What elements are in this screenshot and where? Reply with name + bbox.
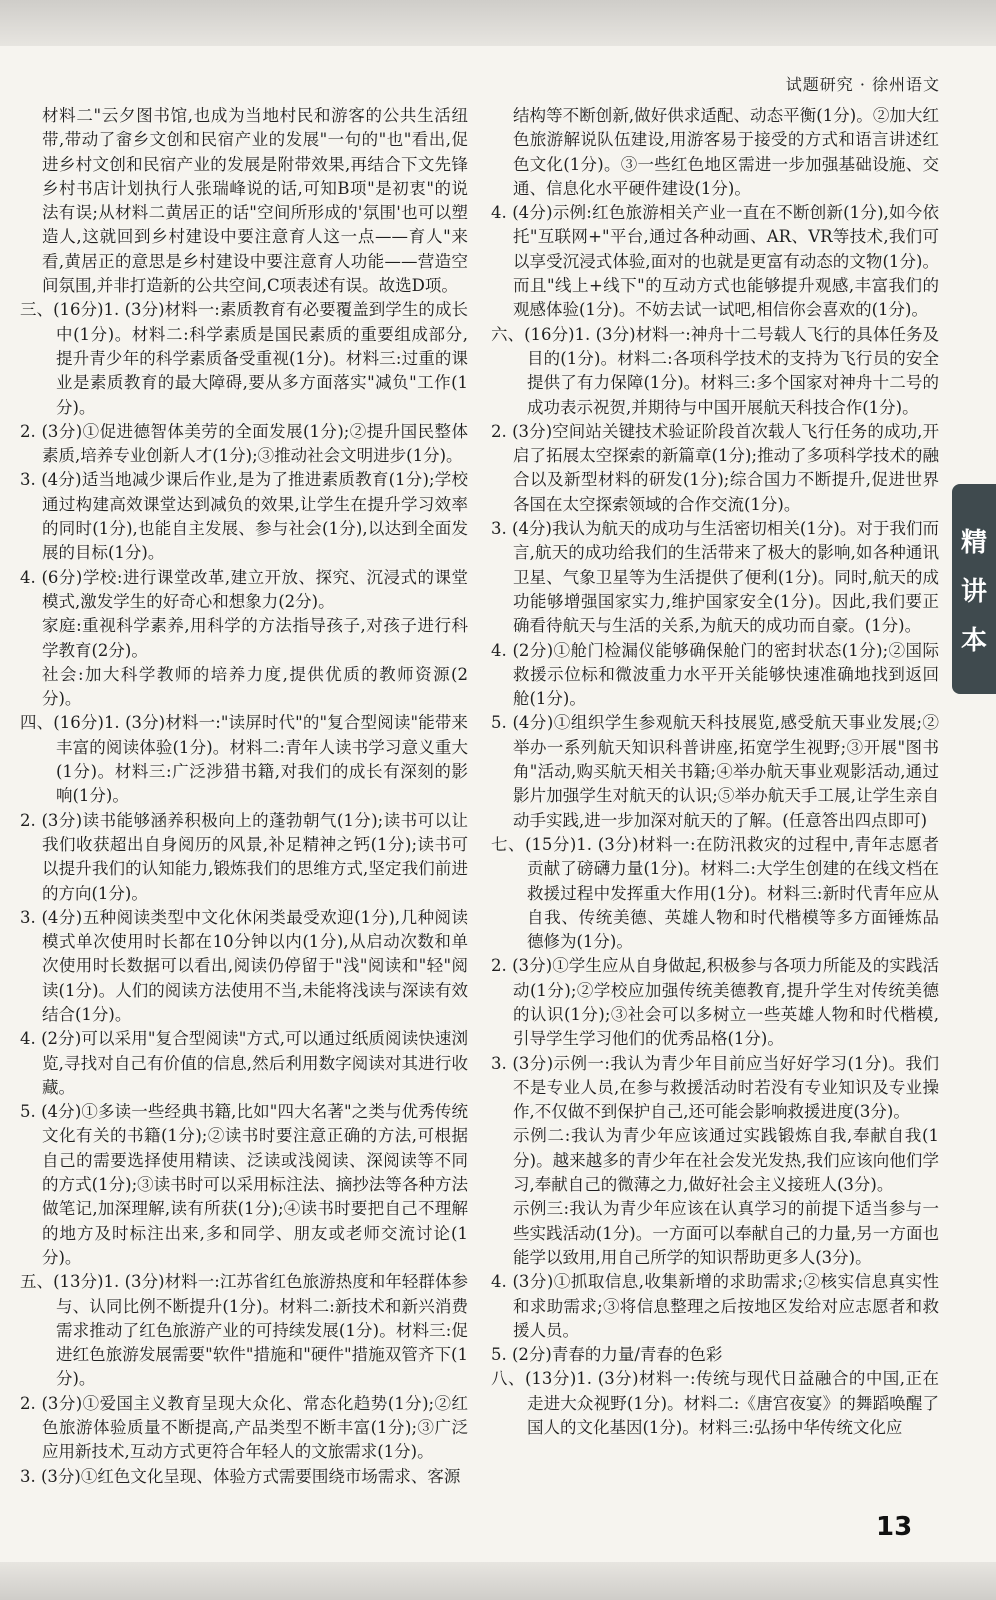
answer-item: 3. (4分)适当地减少课后作业,是为了推进素质教育(1分);学校通过构建高效课堂达到减负的效果,让学生在提升学习效率的同时(1分),也能自主发展、参与社会(1分),以达到全面发展的目标(1分)。 bbox=[20, 470, 468, 563]
answer-section: 六、(16分)1. (3分)材料一:神舟十二号载人飞行的具体任务及目的(1分)。材料二:各项科学技术的支持为飞行员的安全提供了有力保障(1分)。材料三:多个国家对神舟十二号的成功表示祝贺,并期待与中国开展航天科技合作(1分)。 bbox=[491, 324, 939, 417]
right-column bbox=[491, 104, 939, 1440]
side-tab-char: 本 bbox=[960, 625, 987, 656]
answer-item: 3. (3分)①红色文化呈现、体验方式需要围绕市场需求、客源 bbox=[20, 1466, 461, 1486]
answer-paragraph: 结构等不断创新,做好供求适配、动态平衡(1分)。②加大红色旅游解说队伍建设,用游客易于接受的方式和语言讲述红色文化(1分)。③一些红色地区需进一步加强基础设施、交通、信息化水平硬件建设(1分)。 bbox=[513, 106, 939, 198]
answer-paragraph: 示例三:我认为青少年应该在认真学习的前提下适当参与一些实践活动(1分)。一方面可以奉献自己的力量,另一方面也能学以致用,用自己所学的知识帮助更多人(3分)。 bbox=[513, 1199, 939, 1267]
side-tab bbox=[952, 484, 996, 694]
answer-item: 3. (4分)我认为航天的成功与生活密切相关(1分)。对于我们而言,航天的成功给我们的生活带来了极大的影响,如各种通讯卫星、气象卫星等为生活提供了便利(1分)。同时,航天的成功能够增强国家实力,维护国家安全(1分)。因此,我们要正确看待航天与生活的关系,为航天的成功而自豪。(1分)。 bbox=[491, 519, 939, 636]
answer-paragraph: 家庭:重视科学素养,用科学的方法指导孩子,对孩子进行科学教育(2分)。 bbox=[42, 616, 468, 660]
answer-item: 3. (3分)示例一:我认为青少年目前应当好好学习(1分)。我们不是专业人员,在参与救援活动时若没有专业知识及专业操作,不仅做不到保护自己,还可能会影响救援进度(3分)。 bbox=[491, 1053, 939, 1122]
answer-item: 5. (4分)①多读一些经典书籍,比如"四大名著"之类与优秀传统文化有关的书籍(1分);②读书时要注意正确的方法,可根据自己的需要选择使用精读、泛读或浅阅读、深阅读等不同的方式(1分);③读书时可以采用标注法、摘抄法等各种方法做笔记,加深理解,读有所获(1分);④读书时要把自己不理解的地方及时标注出来,多和同学、朋友或老师交流讨论(1分)。 bbox=[20, 1102, 468, 1267]
answer-item: 4. (6分)学校:进行课堂改革,建立开放、探究、沉浸式的课堂模式,激发学生的好奇心和想象力(2分)。 bbox=[20, 567, 468, 611]
answer-item: 4. (2分)①舱门检漏仪能够确保舱门的密封状态(1分);②国际救援示位标和微波重力水平开关能够快速准确地找到返回舱(1分)。 bbox=[491, 640, 939, 709]
answer-item: 2. (3分)空间站关键技术验证阶段首次载人飞行任务的成功,开启了拓展太空探索的新篇章(1分);推动了多项科学技术的融合以及新型材料的研发(1分);综合国力不断提升,促进世界各国在太空探索领域的合作交流(1分)。 bbox=[491, 421, 939, 514]
page-bottom-band bbox=[0, 1562, 996, 1600]
answer-item: 5. (4分)①组织学生参观航天科技展览,感受航天事业发展;②举办一系列航天知识科普讲座,拓宽学生视野;③开展"图书角"活动,购买航天相关书籍;④举办航天事业观影活动,通过影片加强学生对航天的认识;⑤举办航天手工展,让学生亲自动手实践,进一步加深对航天的了解。(任意答出四点即可) bbox=[491, 713, 939, 830]
answer-item: 2. (3分)①促进德智体美劳的全面发展(1分);②提升国民整体素质,培养专业创新人才(1分);③推动社会文明进步(1分)。 bbox=[20, 421, 468, 466]
answer-paragraph: 示例二:我认为青少年应该通过实践锻炼自我,奉献自我(1分)。越来越多的青少年在社会发光发热,我们应该向他们学习,奉献自己的微薄之力,做好社会主义接班人(3分)。 bbox=[513, 1126, 939, 1195]
answer-item: 2. (3分)①爱国主义教育呈现大众化、常态化趋势(1分);②红色旅游体验质量不断提高,产品类型不断丰富(1分);③广泛应用新技术,互动方式更符合年轻人的文旅需求(1分)。 bbox=[20, 1393, 468, 1462]
answer-item: 4. (4分)示例:红色旅游相关产业一直在不断创新(1分),如今依托"互联网+"平台,通过各种动画、AR、VR等技术,我们可以享受沉浸式体验,面对的也就是更富有动态的文物(1分)。而且"线上+线下"的互动方式也能够提升观感,丰富我们的观感体验(1分)。不妨去试一试吧,相信你会喜欢的(1分)。 bbox=[491, 203, 939, 320]
answer-item: 4. (3分)①抓取信息,收集新增的求助需求;②核实信息真实性和求助需求;③将信息整理之后按地区发给对应志愿者和救援人员。 bbox=[491, 1272, 939, 1340]
answer-paragraph: 社会:加大科学教师的培养力度,提供优质的教师资源(2分)。 bbox=[42, 664, 468, 709]
answer-section: 五、(13分)1. (3分)材料一:江苏省红色旅游热度和年轻群体参与、认同比例不断提升(1分)。材料二:新技术和新兴消费需求推动了红色旅游产业的可持续发展(1分)。材料三:促进红色旅游发展需要"软件"措施和"硬件"措施双管齐下(1分)。 bbox=[20, 1272, 468, 1389]
page-number: 13 bbox=[876, 1512, 913, 1542]
answer-item: 3. (4分)五种阅读类型中文化休闲类最受欢迎(1分),几种阅读模式单次使用时长都在10分钟以内(1分),从启动次数和单次使用时长数据可以看出,阅读仍停留于"浅"阅读和"轻"阅读(1分)。人们的阅读方法使用不当,未能将浅读与深读有效结合(1分)。 bbox=[20, 907, 468, 1024]
page-top-band bbox=[0, 0, 996, 46]
answer-section: 七、(15分)1. (3分)材料一:在防汛救灾的过程中,青年志愿者贡献了磅礴力量(1分)。材料二:大学生创建的在线文档在救援过程中发挥重大作用(1分)。材料三:新时代青年应从自我、传统美德、英雄人物和时代楷模等多方面锤炼品德修为(1分)。 bbox=[491, 834, 939, 952]
answer-section: 八、(13分)1. (3分)材料一:传统与现代日益融合的中国,正在走进大众视野(1分)。材料二:《唐宫夜宴》的舞蹈唤醒了国人的文化基因(1分)。材料三:弘扬中华传统文化应 bbox=[491, 1369, 939, 1438]
side-tab-char: 精 bbox=[960, 527, 987, 558]
answer-section: 四、(16分)1. (3分)材料一:"读屏时代"的"复合型阅读"能带来丰富的阅读体验(1分)。材料二:青年人读书学习意义重大(1分)。材料三:广泛涉猎书籍,对我们的成长有深刻的影响(1分)。 bbox=[20, 713, 468, 806]
answer-item: 5. (2分)青春的力量/青春的色彩 bbox=[491, 1345, 723, 1365]
answer-item: 4. (2分)可以采用"复合型阅读"方式,可以通过纸质阅读快速浏览,寻找对自己有价值的信息,然后利用数字阅读对其进行收藏。 bbox=[20, 1029, 468, 1097]
left-column bbox=[20, 104, 468, 1489]
running-header: 试题研究 · 徐州语文 bbox=[785, 75, 940, 94]
answer-section: 三、(16分)1. (3分)材料一:素质教育有必要覆盖到学生的成长中(1分)。材料二:科学素质是国民素质的重要组成部分,提升青少年的科学素质备受重视(1分)。材料三:过重的课业是素质教育的最大障碍,要从多方面落实"减负"工作(1分)。 bbox=[20, 300, 468, 417]
answer-paragraph: 材料二"云夕图书馆,也成为当地村民和游客的公共生活纽带,带动了畲乡文创和民宿产业的发展"一句的"也"看出,促进乡村文创和民宿产业的发展是附带效果,再结合下文先锋乡村书店计划执行人张瑞峰说的话,可知B项"是初衷"的说法有误;从材料二黄居正的话"空间所形成的'氛围'也可以塑造人,这就回到乡村建设中要注意育人这一点——育人"来看,黄居正的意思是乡村建设中要注意育人功能——营造空间氛围,并非打造新的公共空间,C项表述有误。故选D项。 bbox=[42, 106, 468, 296]
answer-item: 2. (3分)①学生应从自身做起,积极参与各项力所能及的实践活动(1分);②学校应加强传统美德教育,提升学生对传统美德的认识(1分);③社会可以多树立一些英雄人物和时代楷模,引导学生学习他们的优秀品格(1分)。 bbox=[491, 956, 939, 1049]
answer-item: 2. (3分)读书能够涵养积极向上的蓬勃朝气(1分);读书可以让我们收获超出自身阅历的风景,补足精神之钙(1分);读书可以提升我们的认知能力,锻炼我们的思维方式,坚定我们前进的方向(1分)。 bbox=[20, 810, 468, 903]
side-tab-char: 讲 bbox=[960, 576, 987, 607]
